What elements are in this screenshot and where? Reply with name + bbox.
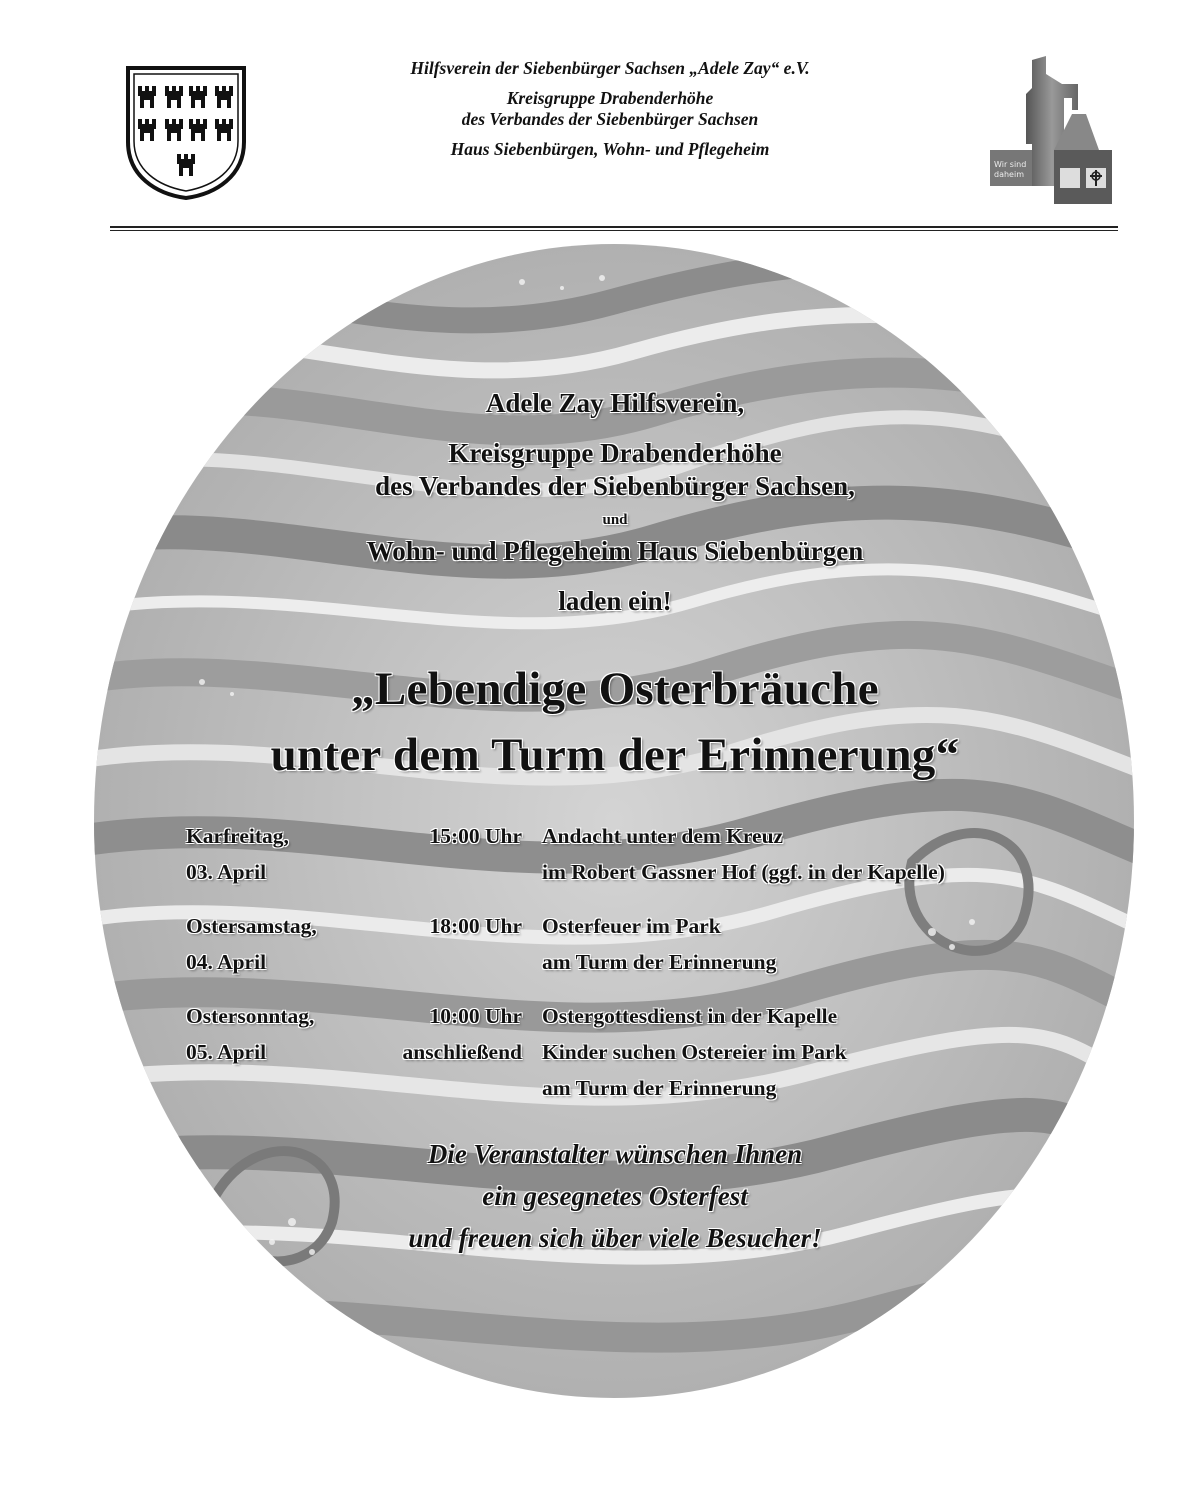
schedule-description: Osterfeuer im Park [542,914,721,938]
organizer-2 [150,437,1080,503]
schedule-day: 05. April [186,1040,267,1064]
letterhead-line-4: Haus Siebenbürgen, Wohn- und Pflegeheim [450,139,770,159]
schedule-time: 15:00 Uhr [429,824,522,848]
event-title [150,656,1080,788]
invite-text: laden ein! [558,586,672,616]
schedule-row [186,944,1086,980]
schedule-day: Ostersonntag, [186,1004,315,1028]
letterhead-line-3: des Verbandes der Siebenbürger Sachsen [461,109,759,129]
schedule-description: Ostergottesdienst in der Kapelle [542,1004,838,1028]
schedule-row [186,998,1086,1034]
schedule-row [186,908,1086,944]
organizer-1: Adele Zay Hilfsverein, [485,388,745,418]
schedule-row [186,1034,1086,1070]
organizer-2-line-1: Kreisgruppe Drabenderhöhe [448,438,782,468]
closing-message [150,1133,1080,1259]
closing-line-2: ein gesegnetes Osterfest [482,1181,748,1211]
organizer-3: Wohn- und Pflegeheim Haus Siebenbürgen [366,536,864,566]
closing-line-1: Die Veranstalter wünschen Ihnen [427,1139,803,1169]
schedule [186,818,1086,1106]
schedule-row [186,1070,1086,1106]
schedule-day: Karfreitag, [186,824,289,848]
letterhead-line-1: Hilfsverein der Siebenbürger Sachsen „Adele Zay“ e.V. [410,58,810,78]
schedule-time: anschließend [402,1040,522,1064]
conjunction-und: und [602,512,628,528]
schedule-time: 10:00 Uhr [429,1004,522,1028]
event-title-line-1: „Lebendige Osterbräuche [351,663,879,715]
schedule-row [186,818,1086,854]
logo-text: Wir sind daheim [994,160,1027,179]
schedule-day: Ostersamstag, [186,914,317,938]
schedule-description: im Robert Gassner Hof (ggf. in der Kapelle) [542,860,945,884]
schedule-description: Andacht unter dem Kreuz [542,824,784,848]
schedule-day: 04. April [186,950,267,974]
schedule-description: Kinder suchen Ostereier im Park [542,1040,847,1064]
schedule-description: am Turm der Erinnerung [542,1076,777,1100]
schedule-description: am Turm der Erinnerung [542,950,777,974]
schedule-day: 03. April [186,860,267,884]
organizer-2-line-2: des Verbandes der Siebenbürger Sachsen, [375,471,855,501]
letterhead-line-2: Kreisgruppe Drabenderhöhe [506,88,714,108]
closing-line-3: und freuen sich über viele Besucher! [408,1223,822,1253]
event-title-line-2: unter dem Turm der Erinnerung“ [270,729,960,781]
schedule-time: 18:00 Uhr [429,914,522,938]
schedule-row [186,854,1086,890]
